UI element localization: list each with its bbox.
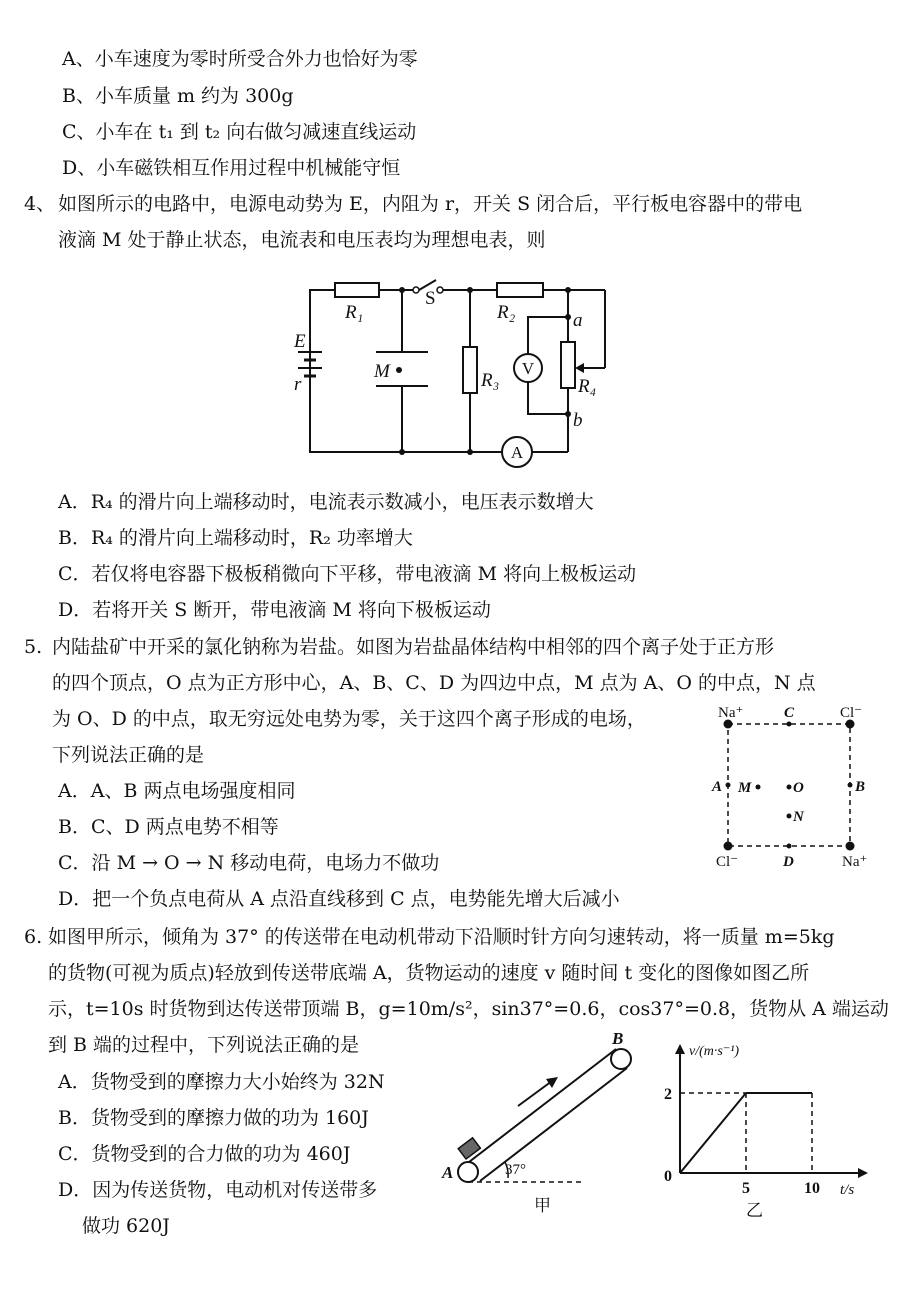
point-A-label: A <box>712 779 723 795</box>
graph-x-axis-label: t/s <box>840 1182 855 1198</box>
incline-angle-label: 37° <box>505 1162 526 1178</box>
q4-option-d: D．若将开关 S 断开，带电液滴 M 将向下极板运动 <box>58 599 491 621</box>
q6-option-b: B．货物受到的摩擦力做的功为 160J <box>58 1107 369 1129</box>
label-R2: R₂ <box>497 302 516 323</box>
q5-stem-line1: 内陆盐矿中开采的氯化钠称为岩盐。如图为岩盐晶体结构中相邻的四个离子处于正方形 <box>52 636 775 658</box>
label-E: E <box>294 331 306 352</box>
label-r: r <box>294 374 302 395</box>
ion-na-bottom-right: Na⁺ <box>842 854 868 870</box>
q5-stem-line4: 下列说法正确的是 <box>52 744 205 766</box>
voltmeter-symbol: V <box>521 359 535 378</box>
q6-option-d-line2: 做功 620J <box>82 1215 170 1237</box>
q6-option-a: A．货物受到的摩擦力大小始终为 32N <box>58 1071 385 1093</box>
ammeter-symbol: A <box>510 443 524 462</box>
q6-number: 6. <box>24 926 43 948</box>
q5-option-c: C．沿 M → O → N 移动电荷，电场力不做功 <box>58 852 440 874</box>
point-C-label: C <box>784 705 795 721</box>
q3-option-c: C、小车在 t₁ 到 t₂ 向右做匀减速直线运动 <box>62 121 417 143</box>
q4-stem-line2: 液滴 M 处于静止状态，电流表和电压表均为理想电表，则 <box>58 229 546 251</box>
label-R4: R₄ <box>578 376 597 397</box>
belt-point-B-label: B <box>612 1029 624 1048</box>
figure-jia-caption: 甲 <box>534 1196 551 1215</box>
q5-option-d: D．把一个负点电荷从 A 点沿直线移到 C 点，电势能先增大后减小 <box>58 888 620 910</box>
ion-cl-top-right: Cl⁻ <box>840 705 863 721</box>
q6-option-d-line1: D．因为传送货物，电动机对传送带多 <box>58 1179 378 1201</box>
x-tick-label-10: 10 <box>804 1180 820 1197</box>
label-S: S <box>425 288 436 309</box>
ion-na-top-left: Na⁺ <box>718 705 744 721</box>
point-B-label: B <box>855 779 866 795</box>
y-tick-label-2: 2 <box>664 1086 672 1103</box>
q3-option-a: A、小车速度为零时所受合外力也恰好为零 <box>62 48 418 70</box>
q6-stem-line4: 到 B 端的过程中，下列说法正确的是 <box>48 1034 360 1056</box>
q4-option-b: B．R₄ 的滑片向上端移动时，R₂ 功率增大 <box>58 527 413 549</box>
label-a: a <box>573 310 583 331</box>
ion-cl-bottom-left: Cl⁻ <box>716 854 739 870</box>
q6-stem-line2: 的货物(可视为质点)轻放到传送带底端 A，货物运动的速度 v 随时间 t 变化的图像如图乙所 <box>48 962 810 984</box>
q5-stem-line3: 为 O、D 的中点，取无穷远处电势为零，关于这四个离子形成的电场， <box>52 708 646 730</box>
q3-option-d: D、小车磁铁相互作用过程中机械能守恒 <box>62 157 401 179</box>
q5-option-b: B．C、D 两点电势不相等 <box>58 816 279 838</box>
x-tick-label-5: 5 <box>742 1180 750 1197</box>
point-D-label: D <box>783 854 794 870</box>
figure-yi-caption: 乙 <box>746 1201 763 1220</box>
belt-point-A-label: A <box>442 1163 454 1182</box>
point-O-label: O <box>793 780 804 796</box>
label-M: M <box>374 361 390 382</box>
label-b: b <box>573 410 583 431</box>
q5-number: 5. <box>24 636 43 658</box>
graph-origin-label: 0 <box>664 1168 672 1185</box>
q5-option-a: A．A、B 两点电场强度相同 <box>58 780 296 802</box>
label-R3: R₃ <box>481 370 500 391</box>
label-R1: R₁ <box>345 302 364 323</box>
q4-option-a: A．R₄ 的滑片向上端移动时，电流表示数减小，电压表示数增大 <box>58 491 594 513</box>
q3-option-b: B、小车质量 m 约为 300g <box>62 85 294 107</box>
point-M-label: M <box>738 780 752 796</box>
q4-stem-line1: 如图所示的电路中，电源电动势为 E，内阻为 r，开关 S 闭合后，平行板电容器中的带电 <box>58 193 803 215</box>
q6-option-c: C．货物受到的合力做的功为 460J <box>58 1143 351 1165</box>
point-N-label: N <box>793 809 804 825</box>
graph-y-axis-label: v/(m·s⁻¹) <box>689 1044 740 1059</box>
q6-stem-line1: 如图甲所示，倾角为 37° 的传送带在电动机带动下沿顺时针方向匀速转动，将一质量 m=5kg <box>48 926 835 948</box>
q5-stem-line2: 的四个顶点，O 点为正方形中心，A、B、C、D 为四边中点，M 点为 A、O 的中点，N 点 <box>52 672 816 694</box>
q4-number: 4、 <box>24 193 56 215</box>
q6-stem-line3: 示，t=10s 时货物到达传送带顶端 B，g=10m/s²，sin37°=0.6，cos37°=0.8，货物从 A 端运动 <box>48 998 889 1020</box>
q4-option-c: C．若仅将电容器下极板稍微向下平移，带电液滴 M 将向上极板运动 <box>58 563 637 585</box>
vt-segment-1 <box>680 1093 746 1173</box>
